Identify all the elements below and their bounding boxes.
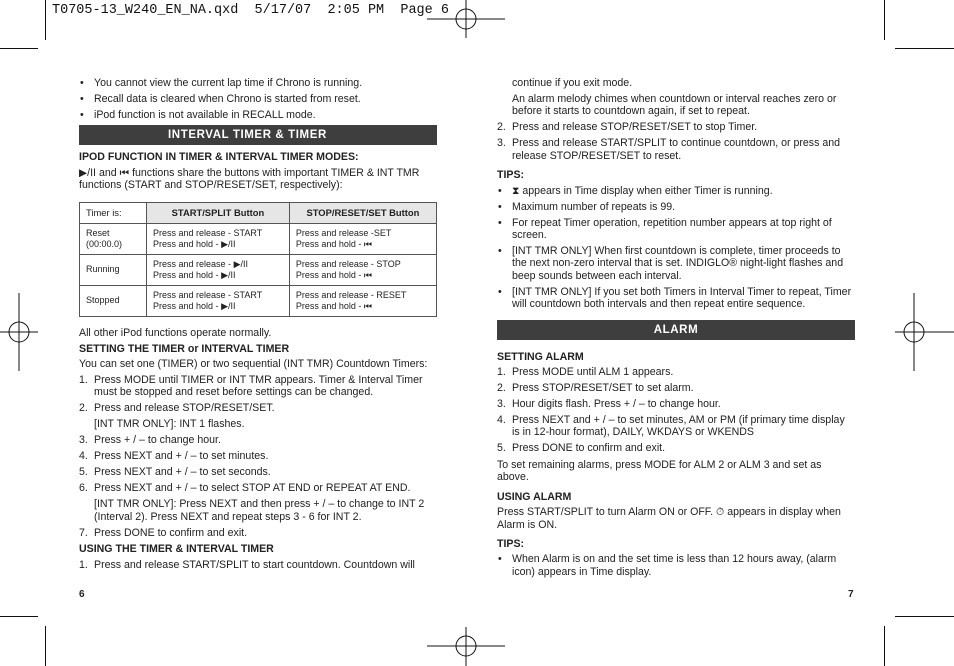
using-alarm-text: Press START/SPLIT to turn Alarm ON or OFF. ⏱ appears in display when Alarm is ON. (497, 506, 841, 531)
table-row: Stopped Press and release - START Press and hold - ▶/II Press and release - RESET Press and hold - ⏮ (80, 285, 437, 316)
list-item: • Maximum number of repeats is 99. (497, 201, 855, 213)
play-pause-icon: ▶/II (221, 238, 236, 249)
list-item: 7. Press DONE to confirm and exit. (79, 526, 248, 539)
using-timer-heading: USING THE TIMER & INTERVAL TIMER (79, 543, 274, 556)
list-item: • For repeat Timer operation, repetition number appears at top right of screen. (497, 217, 855, 242)
list-item: 1. Press MODE until ALM 1 appears. (497, 366, 674, 379)
previous-track-icon: ⏮ (363, 300, 373, 311)
ipod-button-table (79, 202, 437, 317)
right-page-column (497, 77, 855, 582)
section-band-interval-timer: INTERVAL TIMER & TIMER (79, 125, 437, 145)
table-header: STOP/RESET/SET Button (289, 202, 436, 223)
section-band-alarm: ALARM (497, 320, 855, 340)
list-item: • You cannot view the current lap time if Chrono is running. (79, 77, 437, 89)
list-item: 3. Hour digits flash. Press + / – to change hour. (497, 398, 721, 411)
alarm-remaining-text: To set remaining alarms, press MODE for ALM 2 or ALM 3 and set as above. (497, 458, 822, 484)
list-item: [INT TMR ONLY]: INT 1 flashes. (94, 418, 245, 431)
play-pause-icon: ▶/II (79, 166, 96, 179)
table-row: Reset (00:00.0) Press and release - START Press and hold - ▶/II Press and release -SET Press and hold - ⏮ (80, 223, 437, 254)
list-item: 4. Press NEXT and + / – to set minutes. (79, 450, 269, 463)
list-item: 6. Press NEXT and + / – to select STOP AT END or REPEAT AT END. (79, 482, 411, 495)
continued-text: An alarm melody chimes when countdown or interval reaches zero or before it starts to countdown again, if set to repeat. (512, 93, 837, 118)
previous-track-icon: ⏮ (363, 238, 373, 249)
list-item: • ⧗ appears in Time display when either Timer is running. (497, 185, 855, 197)
list-item: 2. Press and release STOP/RESET/SET. (79, 402, 275, 415)
list-item: • [INT TMR ONLY] When first countdown is complete, timer proceeds to the next non-zero interval that is set. INDIGLO® night-light flashes and beep sounds between each interval. (497, 245, 855, 282)
list-item: [INT TMR ONLY]: Press NEXT and then press + / – to change to INT 2 (Interval 2). Press NEXT and repeat steps 3 - 6 for INT 2. (94, 498, 425, 523)
list-item: • When Alarm is on and the set time is less than 12 hours away, (alarm icon) appears in Time display. (497, 553, 855, 578)
after-table-text: All other iPod functions operate normally. (79, 326, 272, 339)
table-header: START/SPLIT Button (147, 202, 290, 223)
previous-track-icon: ⏮ (363, 269, 373, 280)
setting-intro: You can set one (TIMER) or two sequential (INT TMR) Countdown Timers: (79, 358, 428, 371)
continued-text: continue if you exit mode. (512, 77, 633, 89)
list-item: 1. Press MODE until TIMER or INT TMR appears. Timer & Interval Timer must be stopped and reset before settings can be changed. (79, 374, 423, 399)
list-item: • iPod function is not available in RECALL mode. (79, 109, 437, 121)
list-item: 4. Press NEXT and + / – to set minutes, AM or PM (if primary time display is in 12-hour format), DAILY, WKDAYS or WKENDS (497, 414, 845, 439)
using-alarm-heading: USING ALARM (497, 490, 572, 503)
tips-heading: TIPS: (497, 169, 525, 182)
table-header: Timer is: (80, 202, 147, 223)
list-item: 3. Press and release START/SPLIT to continue countdown, or press and release STOP/RESET/SET to reset. (497, 137, 840, 162)
play-pause-icon: ▶/II (221, 269, 236, 280)
hourglass-icon: ⧗ (512, 184, 520, 197)
list-item: 1. Press and release START/SPLIT to start countdown. Countdown will (79, 558, 415, 571)
file-slug-header: T0705-13_W240_EN_NA.qxd 5/17/07 2:05 PM Page 6 (52, 3, 449, 18)
ipod-function-heading: IPOD FUNCTION IN TIMER & INTERVAL TIMER MODES: (79, 151, 359, 164)
list-item: 2. Press STOP/RESET/SET to set alarm. (497, 382, 694, 395)
setting-timer-heading: SETTING THE TIMER or INTERVAL TIMER (79, 342, 290, 355)
left-page-column (79, 77, 437, 575)
tips-heading: TIPS: (497, 537, 525, 550)
list-item: 5. Press NEXT and + / – to set seconds. (79, 466, 271, 479)
list-item: 5. Press DONE to confirm and exit. (497, 442, 666, 455)
page-number-right: 7 (848, 589, 854, 600)
list-item: 3. Press + / – to change hour. (79, 434, 221, 447)
table-row: Running Press and release - ▶/II Press and hold - ▶/II Press and release - STOP Press and hold - ⏮ (80, 254, 437, 285)
setting-alarm-heading: SETTING ALARM (497, 350, 584, 363)
previous-track-icon: ⏮ (119, 166, 130, 179)
ipod-function-paragraph: ▶/II and ⏮ functions share the buttons with important TIMER & INT TMR functions (START and STOP/RESET/SET, respectively): (79, 166, 420, 192)
alarm-clock-icon: ⏱ (716, 506, 725, 519)
list-item: • Recall data is cleared when Chrono is started from reset. (79, 93, 437, 105)
list-item: • [INT TMR ONLY] If you set both Timers in Interval Timer to repeat, Timer will countdown both intervals and then repeat entire sequence. (497, 286, 855, 311)
list-item: 2. Press and release STOP/RESET/SET to stop Timer. (497, 121, 758, 134)
page-number-left: 6 (79, 589, 85, 600)
play-pause-icon: ▶/II (233, 258, 248, 269)
play-pause-icon: ▶/II (221, 300, 236, 311)
